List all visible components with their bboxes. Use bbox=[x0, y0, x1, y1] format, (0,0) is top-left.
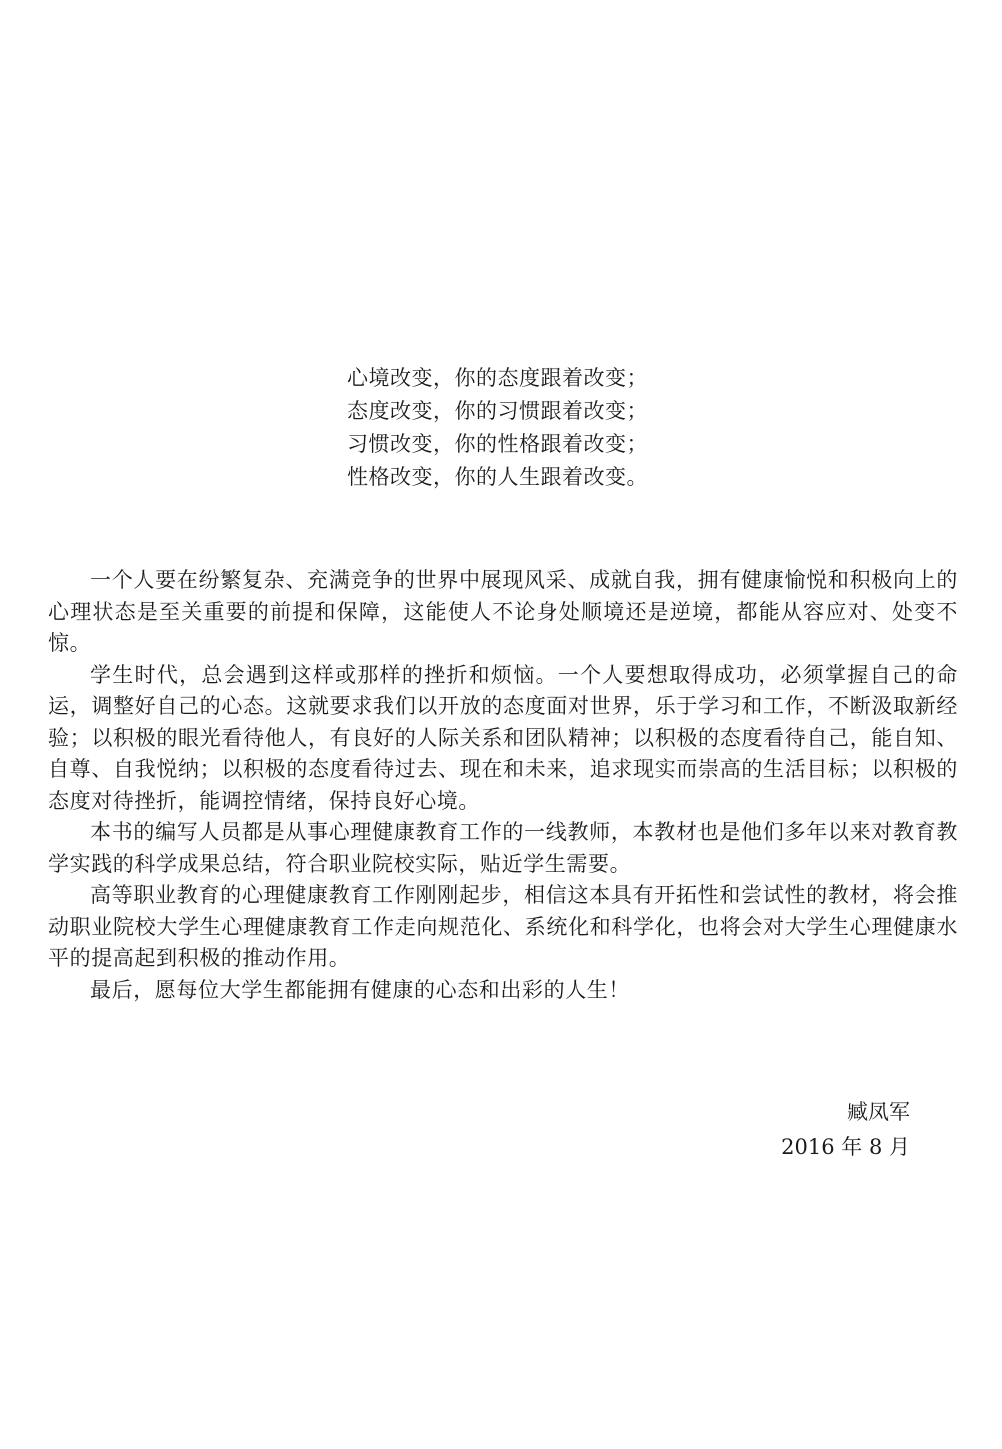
paragraph: 高等职业教育的心理健康教育工作刚刚起步，相信这本具有开拓性和尝试性的教材，将会推动职业院校大学生心理健康教育工作走向规范化、系统化和科学化，也将会对大学生心理健康水平的提高起到积极的推动作用。 bbox=[48, 883, 958, 970]
epigraph-poem bbox=[347, 362, 707, 494]
author-name: 臧凤军 bbox=[847, 1100, 910, 1124]
poem-line: 心境改变，你的态度跟着改变； bbox=[347, 366, 648, 390]
paragraph: 一个人要在纷繁复杂、充满竞争的世界中展现风采、成就自我，拥有健康愉悦和积极向上的心理状态是至关重要的前提和保障，这能使人不论身处顺境还是逆境，都能从容应对、处变不惊。 bbox=[48, 568, 958, 655]
poem-line: 性格改变，你的人生跟着改变。 bbox=[347, 465, 648, 489]
signature-block bbox=[700, 1095, 910, 1165]
preface-body bbox=[48, 565, 958, 1006]
poem-line: 态度改变，你的习惯跟着改变； bbox=[347, 399, 648, 423]
paragraph: 最后，愿每位大学生都能拥有健康的心态和出彩的人生！ bbox=[90, 977, 630, 1002]
poem-line: 习惯改变，你的性格跟着改变； bbox=[347, 432, 648, 456]
paragraph: 本书的编写人员都是从事心理健康教育工作的一线教师，本教材也是他们多年以来对教育教学实践的科学成果总结，符合职业院校实际，贴近学生需要。 bbox=[48, 820, 958, 876]
paragraph: 学生时代，总会遇到这样或那样的挫折和烦恼。一个人要想取得成功，必须掌握自己的命运，调整好自己的心态。这就要求我们以开放的态度面对世界，乐于学习和工作，不断汲取新经验；以积极的眼光看待他人，有良好的人际关系和团队精神；以积极的态度看待自己，能自知、自尊、自我悦纳；以积极的态度看待过去、现在和未来，追求现实而崇高的生活目标；以积极的态度对待挫折，能调控情绪，保持良好心境。 bbox=[48, 662, 958, 813]
signature-date: 2016 年 8 月 bbox=[781, 1135, 910, 1159]
